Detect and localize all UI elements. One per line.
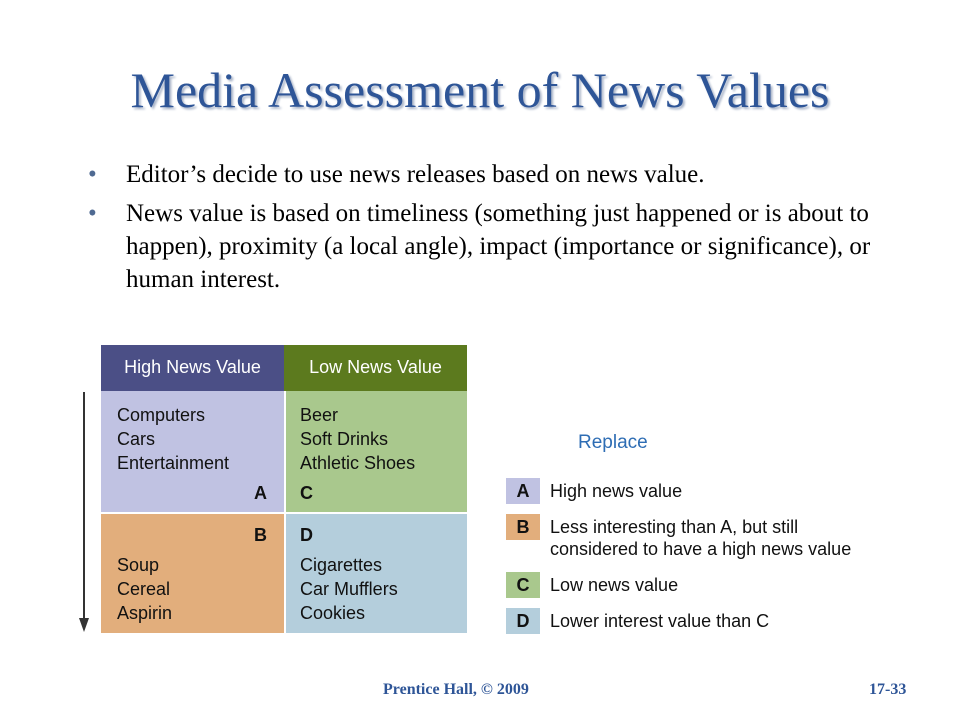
footer-copyright: Prentice Hall, © 2009 [383,681,529,698]
legend-text: High news value [550,481,683,501]
legend-text: Lower interest value than C [550,611,770,631]
quadrant-letter: D [300,525,313,545]
quadrant-d [284,513,467,633]
quadrant-item: Entertainment [117,453,230,473]
quadrant-c [284,391,467,513]
grid-divider-horizontal [101,512,467,514]
legend-text: Low news value [550,575,679,595]
bullet-dot-icon: • [88,200,97,227]
quadrant-item: Beer [300,405,339,425]
header-low-news-value: Low News Value [284,345,467,391]
quadrant-item: Cars [117,429,156,449]
legend-swatch: D [506,608,540,634]
quadrant-letter: A [254,483,267,503]
quadrant-letter: B [254,525,267,545]
quadrant-item: Cereal [117,579,171,599]
quadrant-item: Car Mufflers [300,579,398,599]
quadrant-item: Cigarettes [300,555,383,575]
replace-label: Replace [578,432,648,453]
quadrant-letter: C [300,483,313,503]
bullet-list [88,158,908,302]
slide-title: Media Assessment of News Values [130,62,830,118]
bullet-text: Editor’s decide to use news releases based on news value. [126,161,705,188]
quadrant-item: Cookies [300,603,366,623]
header-high-news-value: High News Value [101,345,284,391]
quadrant-a [101,391,284,513]
quadrant-item: Soft Drinks [300,429,389,449]
bullet-item [88,158,908,191]
bullet-item [88,197,908,296]
quadrant-item: Aspirin [117,603,173,623]
news-value-matrix [101,345,467,633]
legend-swatch: A [506,478,540,504]
quadrant-item: Computers [117,405,206,425]
quadrant-item: Soup [117,555,160,575]
bullet-text: News value is based on timeliness (something just happened or is about to happen), proximity (a local angle), impact (importance or significance), or human interest. [126,200,871,293]
legend-text: Less interesting than A, but still considered to have a high news value [550,517,852,559]
down-arrow-icon [78,392,90,632]
quadrant-item: Athletic Shoes [300,453,416,473]
legend-swatch: B [506,514,540,540]
quadrant-b [101,513,284,633]
bullet-dot-icon: • [88,161,97,188]
legend-swatch: C [506,572,540,598]
slide-number: 17-33 [869,681,907,698]
